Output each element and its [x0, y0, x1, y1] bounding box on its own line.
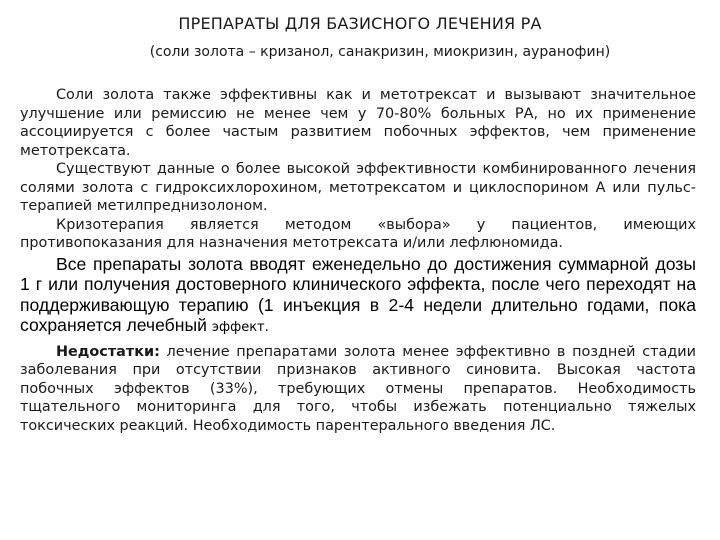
drawbacks-text: лечение препаратами золота менее эффективно в поздней стадии заболевания при отсутствии признаков активного синовита. Высокая частота побочных эффектов (33%), требующих отмены препаратов. Необходимость тщательного мониторинга для того, чтобы избежать потенциально тяжелых токсических реакций. Необходимость парентерального введения ЛС. [20, 343, 696, 434]
paragraph-drawbacks [20, 343, 696, 436]
drawbacks-label: Недостатки: [56, 343, 160, 360]
page-title: ПРЕПАРАТЫ ДЛЯ БАЗИСНОГО ЛЕЧЕНИЯ РА [178, 14, 542, 33]
dosing-text: Все препараты золота вводят еженедельно до достижения суммарной дозы 1 г или получения достоверного клинического эффекта, после чего переходят на поддерживающую терапию (1 инъекция в 2-4 недели длительно годами, пока сохраняется лечебный [20, 253, 696, 335]
body-text [20, 86, 696, 435]
paragraph-combination: Существуют данные о более высокой эффективности комбинированного лечения солями золота с гидроксихлорохином, метотрексатом и циклоспорином А или пульс-терапией метилпреднизолоном. [20, 161, 696, 214]
page-subtitle: (соли золота – кризанол, санакризин, миокризин, ауранофин) [149, 44, 611, 60]
paragraph-choice: Кризотерапия является методом «выбора» у пациентов, имеющих противопоказания для назначения метотрексата и/или лефлюномида. [20, 216, 696, 251]
paragraph-dosing [20, 254, 696, 339]
dosing-tail: эффект. [211, 320, 269, 335]
paragraph-efficacy: Соли золота также эффективны как и метотрексат и вызывают значительное улучшение или ремиссию не менее чем у 70-80% больных РА, но их применение ассоциируется с более частым развитием побочных эффектов, чем применение метотрексата. [20, 87, 696, 159]
